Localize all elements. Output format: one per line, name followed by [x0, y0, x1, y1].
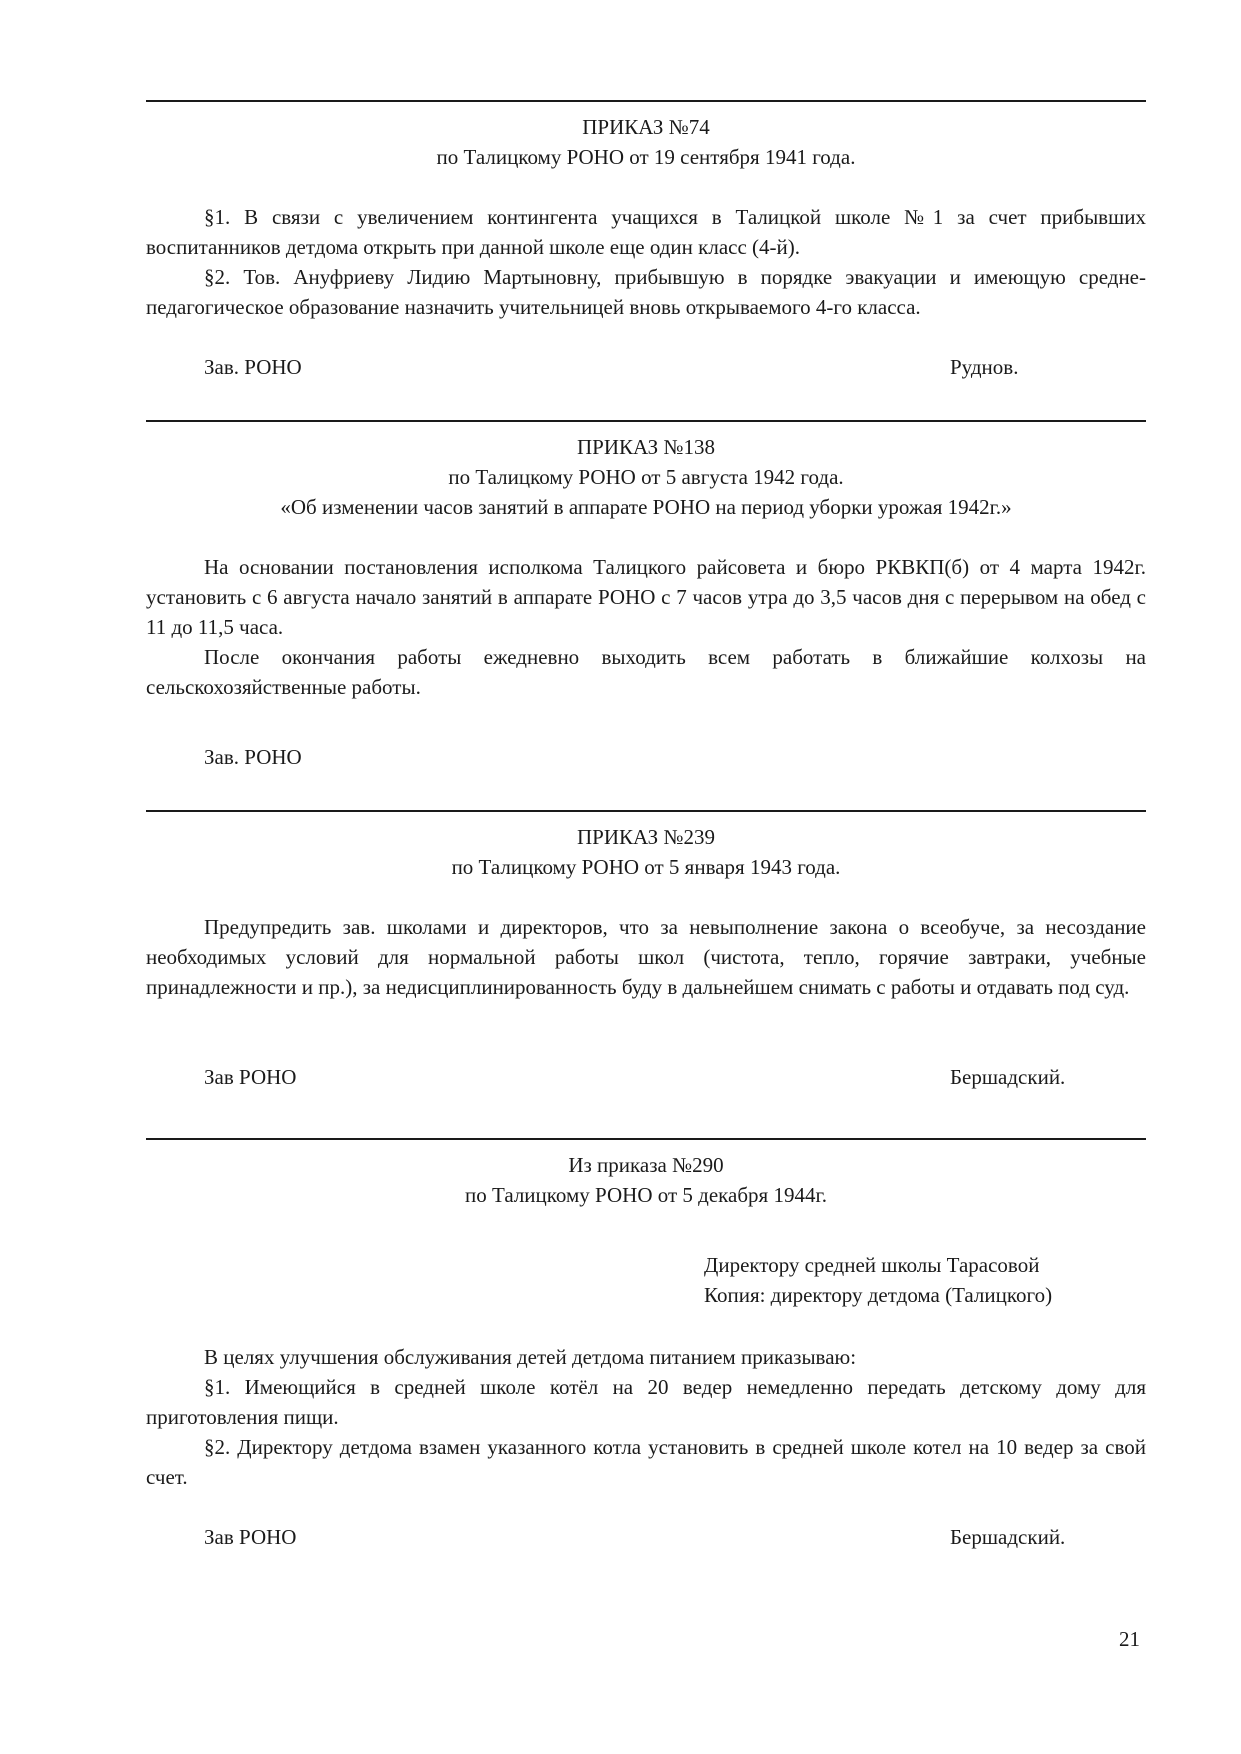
- signature-position: Зав. РОНО: [204, 745, 302, 769]
- order-subtitle: по Талицкому РОНО от 5 августа 1942 года.: [448, 465, 844, 489]
- order-subtitle: по Талицкому РОНО от 5 декабря 1944г.: [465, 1183, 827, 1207]
- addressee: Директору средней школы Тарасовой: [704, 1253, 1040, 1277]
- order-paragraph: §2. Тов. Ануфриеву Лидию Мартыновну, прибывшую в порядке эвакуации и имеющую средне-педагогическое образование назначить учительницей вновь открываемого 4-го класса.: [146, 265, 1146, 319]
- order-paragraph: После окончания работы ежедневно выходить всем работать в ближайшие колхозы на сельскохозяйственные работы.: [146, 645, 1146, 699]
- order-paragraph: §2. Директору детдома взамен указанного котла установить в средней школе котел на 10 ведер за свой счет.: [146, 1435, 1146, 1489]
- order-title: ПРИКАЗ №239: [577, 825, 715, 849]
- order-paragraph: На основании постановления исполкома Талицкого райсовета и бюро РКВКП(б) от 4 марта 1942г. установить с 6 августа начало занятий в аппарате РОНО с 7 часов утра до 3,5 часов дня с перерывом на обед с 11 до 11,5 часа.: [146, 555, 1146, 639]
- order-paragraph: §1. Имеющийся в средней школе котёл на 20 ведер немедленно передать детскому дому для приготовления пищи.: [146, 1375, 1146, 1429]
- signature-position: Зав. РОНО: [204, 355, 302, 379]
- order-paragraph: Предупредить зав. школами и директоров, что за невыполнение закона о всеобуче, за несоздание необходимых условий для нормальной работы школ (чистота, тепло, горячие завтраки, учебные принадлежности и пр.), за недисциплинированность буду в дальнейшем снимать с работы и отдавать под суд.: [146, 915, 1146, 999]
- order-title: ПРИКАЗ №74: [582, 115, 710, 139]
- page-number: 21: [1119, 1627, 1140, 1651]
- order-title: Из приказа №290: [568, 1153, 724, 1177]
- order-paragraph: §1. В связи с увеличением контингента учащихся в Талицкой школе №1 за счет прибывших воспитанников детдома открыть при данной школе еще один класс (4-й).: [146, 205, 1146, 259]
- order-subtitle: по Талицкому РОНО от 19 сентября 1941 года.: [436, 145, 856, 169]
- signature-name: Бершадский.: [950, 1525, 1066, 1549]
- order-title: ПРИКАЗ №138: [577, 435, 715, 459]
- section-divider: [146, 1138, 1146, 1140]
- signature-position: Зав РОНО: [204, 1525, 297, 1549]
- signature-name: Руднов.: [950, 355, 1019, 379]
- addressee-copy: Копия: директору детдома (Талицкого): [704, 1283, 1053, 1307]
- signature-position: Зав РОНО: [204, 1065, 297, 1089]
- section-divider: [146, 810, 1146, 812]
- signature-name: Бершадский.: [950, 1065, 1066, 1089]
- order-paragraph: В целях улучшения обслуживания детей детдома питанием приказываю:: [204, 1345, 857, 1369]
- section-divider: [146, 100, 1146, 102]
- order-subtitle: по Талицкому РОНО от 5 января 1943 года.: [451, 855, 841, 879]
- section-divider: [146, 420, 1146, 422]
- order-heading: «Об изменении часов занятий в аппарате РОНО на период уборки урожая 1942г.»: [280, 495, 1012, 519]
